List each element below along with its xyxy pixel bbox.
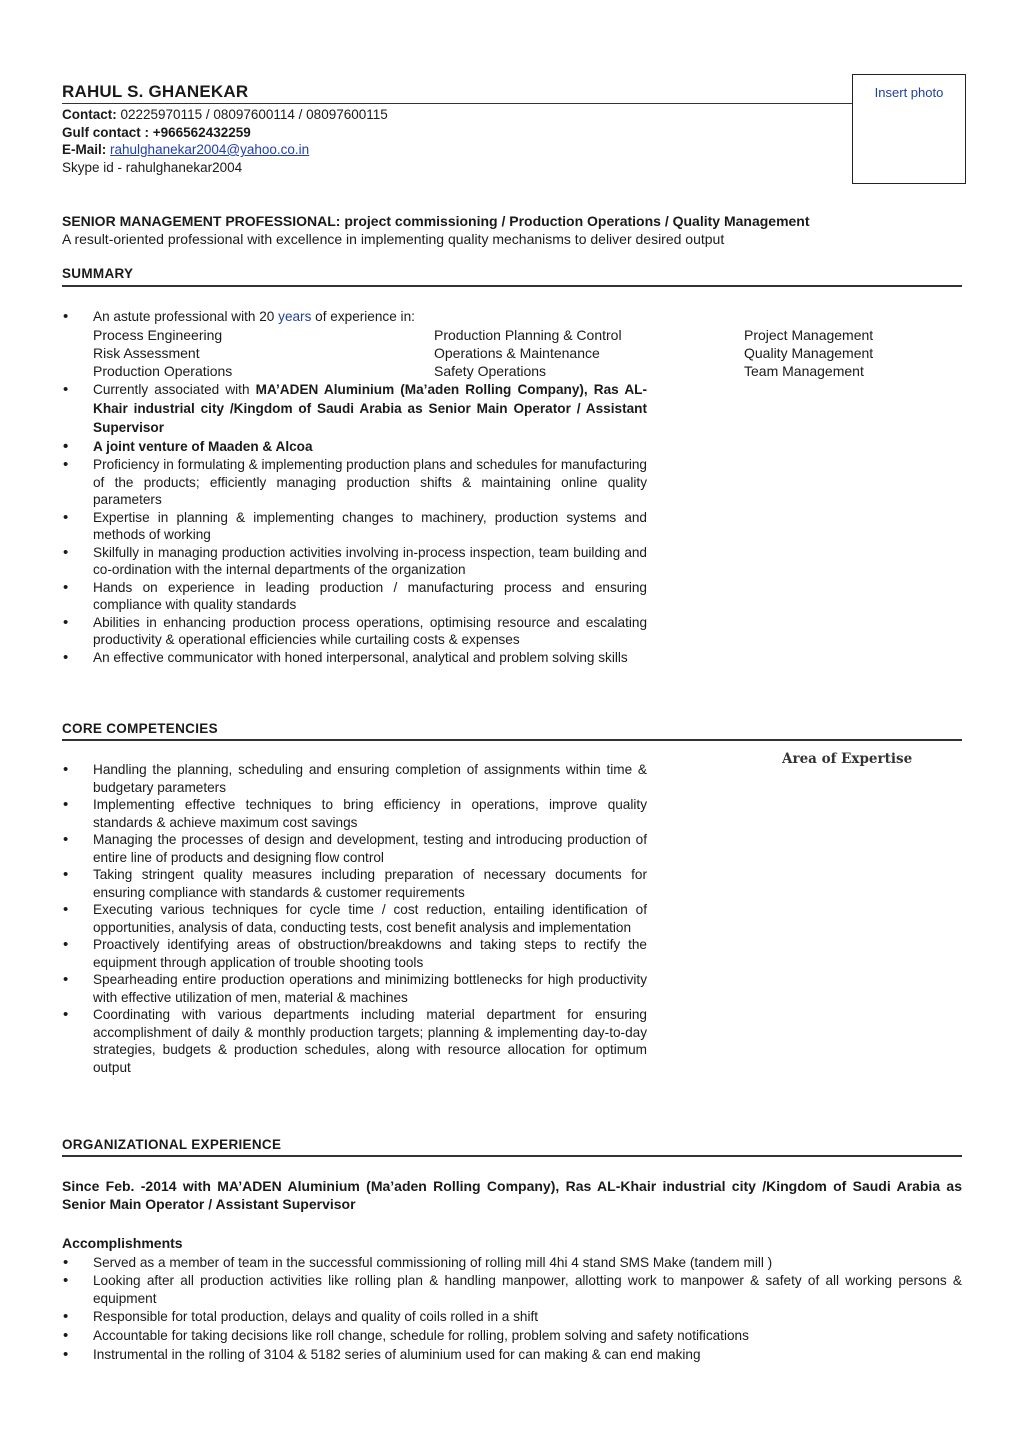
competency-item: • Proactively identifying areas of obstruction/breakdowns and taking steps to rectify the equipment through application of trouble shooting tools [62,936,647,971]
summary-joint-venture: • A joint venture of Maaden & Alcoa [62,437,647,456]
summary-bullet: • Expertise in planning & implementing changes to machinery, production systems and methods of working [62,509,647,544]
accomplishment-item: • Responsible for total production, delays and quality of coils rolled in a shift [62,1307,962,1326]
gulf-contact: Gulf contact : +966562432259 [62,124,251,140]
candidate-name: RAHUL S. GHANEKAR [62,82,249,101]
email-line: E-Mail: rahulghanekar2004@yahoo.co.in [62,142,310,157]
contact-line: Contact: 02225970115 / 08097600114 / 08097600115 [62,107,388,122]
summary-bullets [62,380,647,666]
area-item: Project Management [744,327,874,343]
experience-title: ORGANIZATIONAL EXPERIENCE [62,1137,282,1152]
accomplishment-item: • Served as a member of team in the successful commissioning of rolling mill 4hi 4 stand SMS Make (tandem mill ) [62,1253,962,1272]
accomplishment-item: • Accountable for taking decisions like roll change, schedule for rolling, problem solving and safety notifications [62,1326,962,1345]
core-competencies-divider [62,739,962,741]
summary-bullet: • Hands on experience in leading production / manufacturing process and ensuring compliance with quality standards [62,579,647,614]
area-of-expertise-label: Area of Expertise [782,751,913,767]
headline-title: SENIOR MANAGEMENT PROFESSIONAL: project commissioning / Production Operations / Quality Management [62,213,810,229]
area-item: Team Management [744,363,864,379]
summary-bullet: • Skilfully in managing production activities involving in-process inspection, team building and co-ordination with the internal departments of the organization [62,544,647,579]
experience-position: Since Feb. -2014 with MA’ADEN Aluminium (Ma’aden Rolling Company), Ras AL-Khair industrial city /Kingdom of Saudi Arabia as Senior Main Operator / Assistant Supervisor [62,1178,962,1212]
summary-title: SUMMARY [62,266,134,281]
summary-bullet: • Proficiency in formulating & implementing production plans and schedules for manufacturing of the products; efficiently managing production shifts & maintaining online quality parameters [62,456,647,509]
area-item: Quality Management [744,345,874,361]
summary-bullet: • Abilities in enhancing production process operations, optimising resource and escalating productivity & operational efficiencies while curtailing costs & expenses [62,614,647,649]
email-link[interactable]: rahulghanekar2004@yahoo.co.in [110,142,310,157]
photo-placeholder[interactable] [852,74,966,184]
accomplishments-list [62,1253,962,1364]
contact-block [62,106,388,176]
experience-divider [62,1155,962,1157]
area-item: Risk Assessment [93,345,200,361]
area-item: Process Engineering [93,327,223,343]
accomplishment-item: • Looking after all production activities like rolling plan & handling manpower, allotting work to manpower & safety of all working persons & equipment [62,1272,962,1307]
headline-subtitle: A result-oriented professional with excellence in implementing quality mechanisms to deliver desired output [62,231,725,247]
experience-areas-grid [93,326,962,380]
core-competencies-title: CORE COMPETENCIES [62,721,218,736]
name-divider [62,103,852,104]
core-competencies-list [62,761,647,1076]
summary-intro-list [62,307,962,380]
competency-item: • Implementing effective techniques to bring efficiency in operations, improve quality standards & achieve maximum cost savings [62,796,647,831]
competency-item: • Spearheading entire production operations and minimizing bottlenecks for high productivity with effective utilization of men, material & machines [62,971,647,1006]
competency-item: • Coordinating with various departments including material department for ensuring accomplishment of daily & monthly production targets; planning & implementing day-to-day strategies, budgets & production schedules, along with resource allocation for optimum output [62,1006,647,1076]
area-item: Operations & Maintenance [434,345,600,361]
competency-item: • Taking stringent quality measures including preparation of necessary documents for ensuring compliance with standards & customer requirements [62,866,647,901]
area-item: Production Operations [93,363,233,379]
photo-placeholder-label: Insert photo [874,85,944,100]
competency-item: • Managing the processes of design and development, testing and introducing production of entire line of products and designing flow control [62,831,647,866]
summary-current-role: • Currently associated with MA’ADEN Aluminium (Ma’aden Rolling Company), Ras AL-Khair industrial city /Kingdom of Saudi Arabia as Senior Main Operator / Assistant Supervisor [62,380,647,437]
summary-divider [62,285,962,287]
area-item: Safety Operations [434,363,547,379]
competency-item: • Executing various techniques for cycle time / cost reduction, entailing identification of opportunities, analysis of data, conducting tests, cost benefit analysis and implementation [62,901,647,936]
accomplishment-item: • Instrumental in the rolling of 3104 & 5182 series of aluminium used for can making & can end making [62,1345,962,1364]
summary-intro: • An astute professional with 20 years of experience in: Process Engineering Production Planning & Control Project Management Risk Assessment Operations & Maintenance Quality Management Production Operations Safety Operations Team Management [62,307,962,380]
accomplishments-title: Accomplishments [62,1235,183,1251]
area-item: Production Planning & Control [434,327,622,343]
competency-item: • Handling the planning, scheduling and ensuring completion of assignments within time & budgetary parameters [62,761,647,796]
summary-bullet: • An effective communicator with honed interpersonal, analytical and problem solving skills [62,649,647,667]
skype-id: Skype id - rahulghanekar2004 [62,159,243,175]
